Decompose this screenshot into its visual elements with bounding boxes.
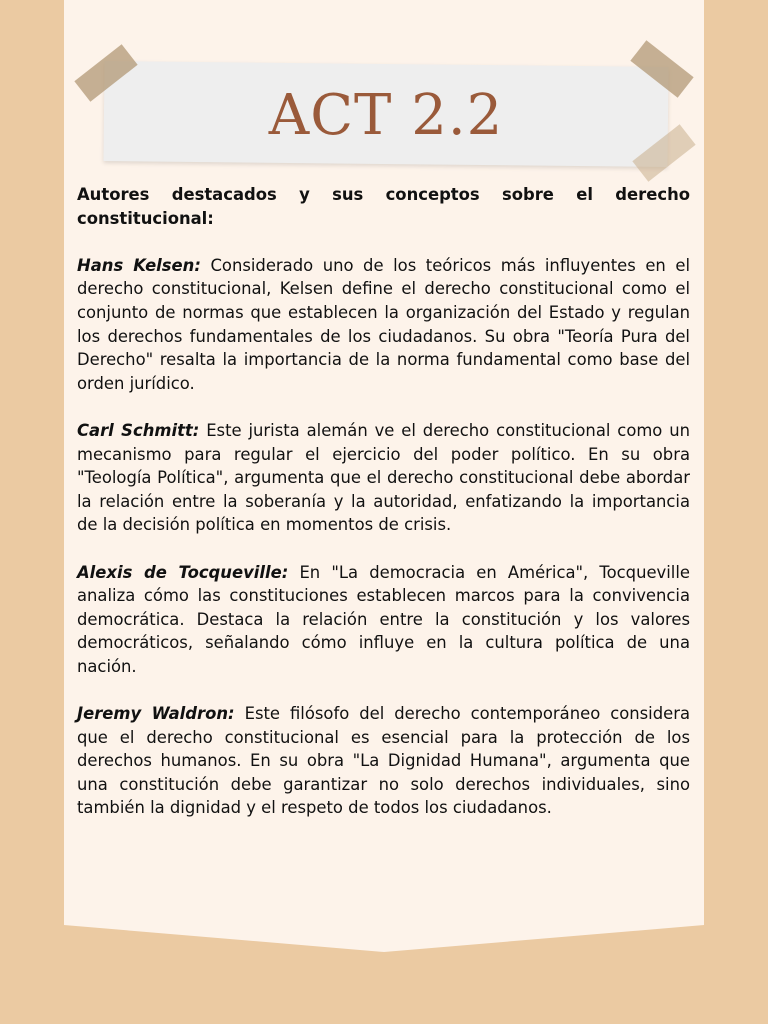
section-heading: Autores destacados y sus conceptos sobre el derecho constitucional: — [77, 185, 690, 228]
author-paragraph-waldron — [77, 702, 690, 820]
author-paragraph-kelsen — [77, 254, 690, 396]
author-paragraph-tocqueville — [77, 561, 690, 679]
author-text: Considerado uno de los teóricos más influyentes en el derecho constitucional, Kelsen define el derecho constitucional como el conjunto de normas que establecen la organización del Estado y regulan los derechos fundamentales de los ciudadanos. Su obra "Teoría Pura del Derecho" resalta la importancia de la norma fundamental como base del orden jurídico. — [77, 255, 690, 393]
author-name: Carl Schmitt: — [77, 420, 200, 440]
author-text: Este jurista alemán ve el derecho constitucional como un mecanismo para regular el ejercicio del poder político. En su obra "Teología Política", argumenta que el derecho constitucional debe abordar la relación entre la soberanía y la autoridad, enfatizando la importancia de la decisión política en momentos de crisis. — [77, 420, 691, 535]
page-title: ACT 2.2 — [268, 83, 504, 148]
author-paragraph-schmitt — [77, 419, 690, 537]
author-name: Alexis de Tocqueville: — [77, 562, 289, 582]
author-name: Jeremy Waldron: — [77, 704, 235, 724]
author-name: Hans Kelsen: — [77, 255, 201, 275]
author-text: Este filósofo del derecho contemporáneo considera que el derecho constitucional es esencial para la protección de los derechos humanos. En su obra "La Dignidad Humana", argumenta que una constitución debe garantizar no solo derechos individuales, sino también la dignidad y el respeto de todos los ciudadanos. — [77, 704, 690, 818]
document-body — [77, 183, 690, 844]
author-text: En "La democracia en América", Tocqueville analiza cómo las constituciones establecen marcos para la convivencia democrática. Destaca la relación entre la constitución y los valores democráticos, señalando cómo influye en la cultura política de una nación. — [77, 562, 690, 676]
